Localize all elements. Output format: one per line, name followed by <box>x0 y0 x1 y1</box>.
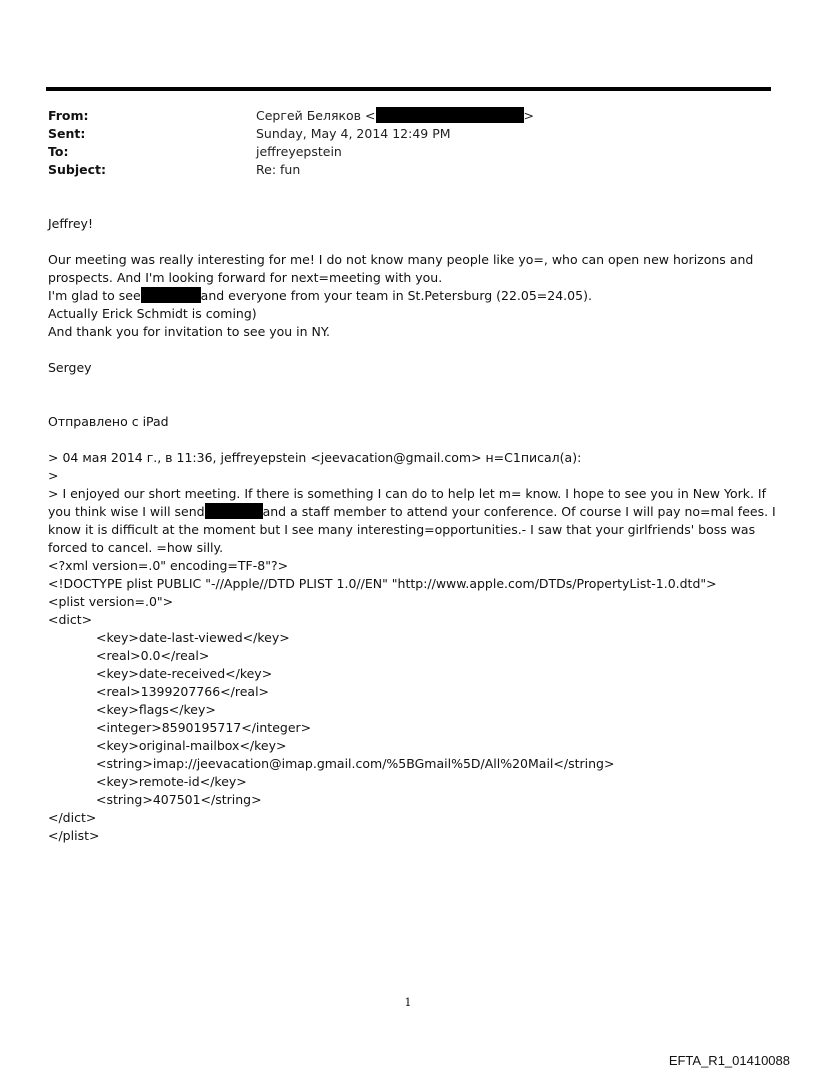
redaction-block <box>376 107 524 123</box>
subject-row <box>48 161 748 179</box>
xml-line: <dict> <box>48 612 93 627</box>
from-close: > <box>523 108 534 123</box>
text-fragment: you think wise I will send <box>48 504 205 519</box>
xml-line: <key>flags</key> <box>96 702 216 717</box>
quote-line: know it is difficult at the moment but I see many interesting=opportunities.- I saw that your girlfriends' boss was <box>48 522 756 537</box>
xml-line: </dict> <box>48 810 97 825</box>
xml-line: <!DOCTYPE plist PUBLIC "-//Apple//DTD PLIST 1.0//EN" "http://www.apple.com/DTDs/PropertyList-1.0.dtd"> <box>48 576 717 591</box>
from-name: Сергей Беляков < <box>256 108 376 123</box>
redaction-block <box>141 287 201 303</box>
subject-label: Subject: <box>48 162 106 177</box>
xml-line: </plist> <box>48 828 100 843</box>
from-label: From: <box>48 108 89 123</box>
sent-value: Sunday, May 4, 2014 12:49 PM <box>256 126 451 141</box>
paragraph-line <box>48 287 758 305</box>
header-rule <box>46 87 771 91</box>
quote-line: forced to cancel. =how silly. <box>48 540 224 555</box>
text-fragment: and everyone from your team in St.Petersburg (22.05=24.05). <box>200 288 592 303</box>
xml-line: <string>407501</string> <box>96 792 262 807</box>
xml-line: <key>remote-id</key> <box>96 774 247 789</box>
greeting: Jeffrey! <box>48 216 93 231</box>
paragraph-line: And thank you for invitation to see you in NY. <box>48 324 330 339</box>
paragraph-line: Actually Erick Schmidt is coming) <box>48 306 257 321</box>
paragraph-line: Our meeting was really interesting for me! I do not know many people like yo=, who can open new horizons and <box>48 252 754 267</box>
to-label: To: <box>48 144 69 159</box>
from-value <box>256 107 534 125</box>
document-id: EFTA_R1_01410088 <box>668 1053 790 1068</box>
xml-line: <key>date-received</key> <box>96 666 273 681</box>
signoff: Sergey <box>48 360 92 375</box>
quote-line: > I enjoyed our short meeting. If there is something I can do to help let m= know. I hope to see you in New York. If <box>48 486 767 501</box>
xml-line: <real>0.0</real> <box>96 648 210 663</box>
xml-line: <key>date-last-viewed</key> <box>96 630 290 645</box>
sent-from-ipad: Отправлено с iPad <box>48 414 169 429</box>
to-row <box>48 143 748 161</box>
xml-line: <?xml version=.0" encoding=TF-8"?> <box>48 558 289 573</box>
xml-line: <string>imap://jeevacation@imap.gmail.com/%5BGmail%5D/All%20Mail</string> <box>96 756 615 771</box>
xml-line: <key>original-mailbox</key> <box>96 738 287 753</box>
text-fragment: and a staff member to attend your conference. Of course I will pay no=mal fees. I <box>262 504 776 519</box>
text-fragment: I'm glad to see <box>48 288 141 303</box>
quote-line <box>48 503 776 521</box>
sent-row <box>48 125 748 143</box>
xml-line: <plist version=.0"> <box>48 594 174 609</box>
to-value: jeffreyepstein <box>256 144 342 159</box>
xml-line: <real>1399207766</real> <box>96 684 270 699</box>
sent-label: Sent: <box>48 126 86 141</box>
subject-value: Re: fun <box>256 162 301 177</box>
quote-line: > 04 мая 2014 г., в 11:36, jeffreyepstein <jeevacation@gmail.com> н=С1писал(а): <box>48 450 582 465</box>
redaction-block <box>205 503 263 519</box>
from-row <box>48 107 748 125</box>
email-header <box>48 107 748 179</box>
paragraph-line: prospects. And I'm looking forward for next=meeting with you. <box>48 270 443 285</box>
email-body <box>48 215 776 845</box>
quote-line: > <box>48 468 59 483</box>
page-number: 1 <box>404 996 412 1009</box>
xml-line: <integer>8590195717</integer> <box>96 720 312 735</box>
